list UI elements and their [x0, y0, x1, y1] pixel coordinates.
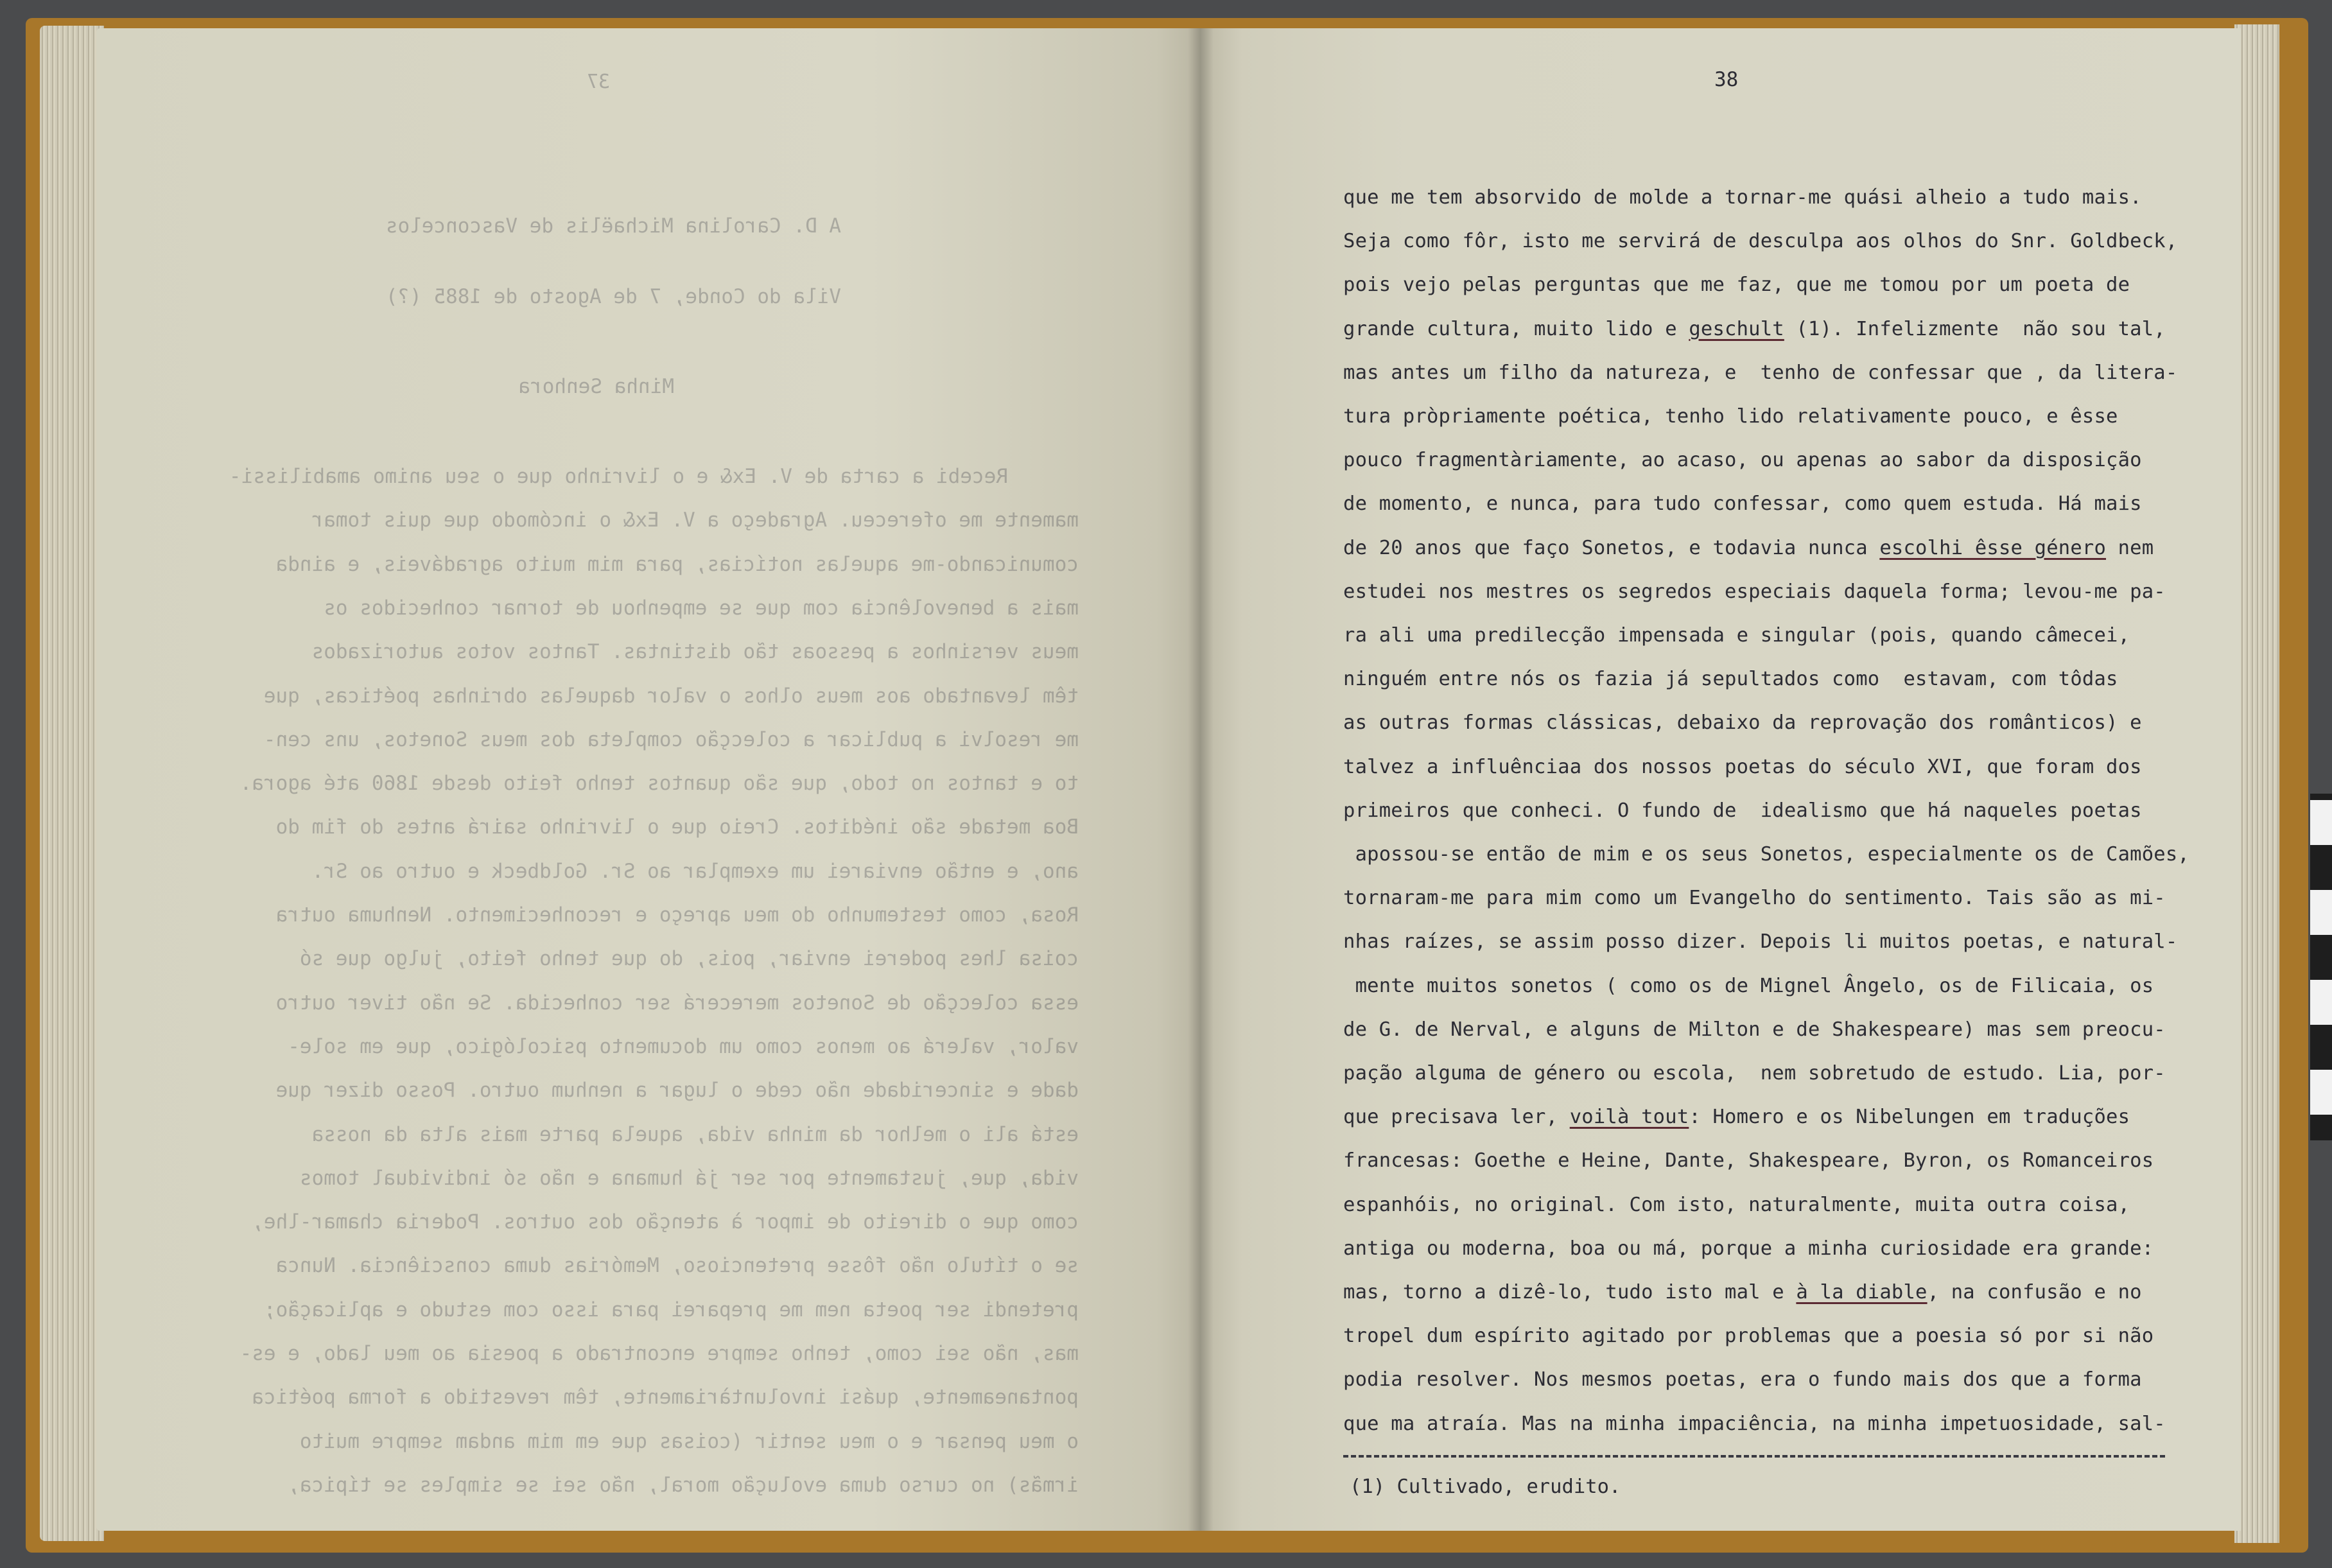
left-body-line: o meu pensar e o meu sentir (coisas que em mim andam sempre muito	[299, 1429, 1079, 1453]
left-body-line: Boa metade são inéditos. Creio que o livrinho sairá antes do fim do	[275, 815, 1079, 839]
text-line	[1343, 975, 2154, 997]
text-line	[1343, 1106, 2130, 1128]
text-line	[1343, 492, 2142, 515]
left-page-number: 37	[586, 71, 610, 93]
text-line	[1343, 843, 2189, 866]
scale-ruler	[2310, 794, 2332, 1140]
left-body-line: ano, e então enviarei um exemplar ao Sr. Goldbeck e outro ao Sr.	[311, 859, 1079, 883]
left-body-line: irmãs) no curso duma evolução moral, não sei se simples se típica,	[288, 1473, 1079, 1497]
text-segment: ninguém entre nós os fazia já sepultados como estavam, com tôdas	[1343, 668, 2118, 691]
text-segment: de G. de Nerval, e alguns de Milton e de Shakespeare) mas sem preocu-	[1343, 1018, 2166, 1041]
text-segment: : Homero e os Nibelungen em traduções	[1689, 1106, 2130, 1129]
right-page	[1201, 28, 2241, 1531]
text-line	[1343, 1149, 2154, 1172]
text-line	[1343, 449, 2142, 471]
left-heading-line: Vila do Conde, 7 de Agosto de 1885 (?)	[385, 285, 841, 308]
text-segment: nhas raízes, se assim posso dizer. Depois li muitos poetas, e natural-	[1343, 930, 2178, 954]
left-page-mirrored-text	[96, 28, 1201, 1531]
text-line	[1343, 711, 2142, 734]
left-body-line: se o título não fôsse pretencioso, Memórias duma consciência. Nunca	[275, 1254, 1079, 1278]
underlined-phrase: voilà tout	[1569, 1106, 1689, 1129]
right-page-text	[1201, 28, 2241, 1531]
text-segment: as outras formas clássicas, debaixo da reprovação dos românticos) e	[1343, 711, 2142, 735]
text-line	[1343, 887, 2166, 909]
left-body-line: Recebi a carta de V. Ex& e o livrinho que o seu animo amabilissi-	[229, 465, 1008, 488]
text-segment: de momento, e nunca, para tudo confessar, como quem estuda. Há mais	[1343, 492, 2142, 516]
text-line	[1343, 756, 2142, 778]
left-body-line: coisa lhes poderei enviar, pois, do que tenho feito, julgo que só	[299, 947, 1079, 971]
text-line	[1343, 1237, 2154, 1260]
text-line	[1343, 1062, 2166, 1085]
text-segment: que me tem absorvido de molde a tornar-me quási alheio a tudo mais.	[1343, 186, 2142, 209]
left-body-line: pretendi ser poeta nem me preparei para isso com estudo e aplicação;	[263, 1298, 1079, 1321]
text-segment: talvez a influênciaa dos nossos poetas do século XVI, que foram dos	[1343, 755, 2142, 778]
text-line	[1343, 1368, 2142, 1391]
text-segment: estudei nos mestres os segredos especiais daquela forma; levou-me pa-	[1343, 580, 2166, 603]
underlined-phrase: geschult	[1689, 317, 1784, 340]
underlined-phrase: à la diable	[1796, 1281, 1927, 1303]
right-page-number: 38	[1714, 68, 1739, 91]
text-line	[1343, 1325, 2154, 1347]
text-segment: francesas: Goethe e Heine, Dante, Shakespeare, Byron, os Romanceiros	[1343, 1149, 2154, 1172]
text-segment: espanhóis, no original. Com isto, naturalmente, muita outra coisa,	[1343, 1193, 2130, 1216]
text-segment: pois vejo pelas perguntas que me faz, que me tomou por um poeta de	[1343, 274, 2130, 297]
left-body-line: têm levantado aos meus olhos o valor daquelas obrinhas poéticas, que	[263, 684, 1079, 708]
footnote: (1) Cultivado, erudito.	[1350, 1476, 1621, 1498]
text-line	[1343, 1281, 2142, 1303]
left-body-line: me resolvi a publicar a colecção completa dos meus Sonetos, uns cen-	[263, 727, 1079, 751]
left-body-line: comunicando-me aquelas notícias, para mim muito agradáveis, e ainda	[275, 552, 1079, 576]
text-segment: tura pròpriamente poética, tenho lido relativamente pouco, e êsse	[1343, 405, 2118, 428]
left-body-line: pontaneamente, quási involuntàriamente, têm revestido a forma poética	[252, 1386, 1079, 1409]
text-segment: mas antes um filho da natureza, e tenho de confessar que , da litera-	[1343, 361, 2178, 384]
text-segment: ra ali uma predilecção impensada e singular (pois, quando câmecei,	[1343, 624, 2130, 647]
underlined-phrase: escolhi êsse género	[1879, 536, 2107, 559]
left-body-line: essa colecção de Sonetos merecerá ser conhecida. Se não tiver outro	[275, 991, 1079, 1015]
text-line	[1343, 1194, 2130, 1216]
text-segment: grande cultura, muito lido e	[1343, 317, 1689, 340]
left-body-line: to e tantos no todo, que são quantos tenho feito desde 1860 até agora.	[239, 772, 1079, 796]
left-body-line: mais a benevolência com que se empenhou de tornar conhecidos os	[324, 596, 1079, 620]
text-line	[1343, 362, 2177, 384]
book-gutter	[1188, 28, 1214, 1531]
text-line	[1343, 405, 2118, 428]
text-segment: apossou-se então de mim e os seus Sonetos, especialmente os de Camões,	[1343, 843, 2189, 866]
page-edges-left	[40, 26, 104, 1541]
text-segment: antiga ou moderna, boa ou má, porque a minha curiosidade era grande:	[1343, 1237, 2154, 1260]
left-body-line: meus versinhos a pessoas tão distintas. Tantos votos autorizados	[311, 640, 1079, 664]
text-line	[1343, 318, 2166, 340]
text-segment: primeiros que conheci. O fundo de idealismo que há naqueles poetas	[1343, 799, 2142, 822]
left-body-line: vida, que, justamente por ser já humana e não só individual tomos	[299, 1166, 1079, 1190]
text-line	[1343, 186, 2142, 209]
text-segment: podia resolver. Nos mesmos poetas, era o fundo mais dos que a forma	[1343, 1368, 2142, 1391]
text-segment: pouco fragmentàriamente, ao acaso, ou apenas ao sabor da disposição	[1343, 449, 2142, 472]
text-line	[1343, 624, 2130, 647]
text-line	[1343, 930, 2177, 953]
text-line	[1343, 274, 2130, 296]
left-body-line: Rosa, como testemunho do meu apreço e reconhecimento. Nenhuma outra	[275, 903, 1079, 927]
text-segment: mente muitos sonetos ( como os de Mignel Ângelo, os de Filicaia, os	[1343, 974, 2154, 997]
left-body-line: está ali o melhor da minha vida, aquela parte mais alta da nossa	[311, 1122, 1079, 1146]
text-segment: (1). Infelizmente não sou tal,	[1784, 317, 2166, 340]
text-segment: pação alguma de género ou escola, nem sobretudo de estudo. Lia, por-	[1343, 1062, 2166, 1085]
text-segment: mas, torno a dizê-lo, tudo isto mal e	[1343, 1281, 1797, 1303]
left-body-line: mas, não sei como, tenho sempre encontrado a poesia ao meu lado, e es-	[239, 1342, 1079, 1365]
text-segment: que precisava ler,	[1343, 1106, 1570, 1129]
left-body-line: mamente me ofereceu. Agradeço a V. Ex& o incómodo que quis tomar	[311, 509, 1079, 532]
text-line	[1343, 537, 2154, 559]
text-line	[1343, 1018, 2166, 1041]
text-line	[1343, 799, 2142, 822]
page-edges-right	[2234, 24, 2279, 1543]
left-heading-line: Minha Senhora	[518, 375, 674, 398]
left-heading-line: A D. Carolina Michaëlis de Vasconcelos	[385, 214, 841, 238]
text-segment: tropel dum espírito agitado por problemas que a poesia só por si não	[1343, 1325, 2154, 1348]
text-segment: nem	[2106, 536, 2154, 559]
left-page	[96, 28, 1201, 1531]
text-segment: , na confusão e no	[1927, 1281, 2142, 1303]
text-segment: Seja como fôr, isto me servirá de desculpa aos olhos do Snr. Goldbeck,	[1343, 230, 2178, 253]
left-body-line: valor, valerá ao menos como um documento psicológico, que em sole-	[288, 1034, 1079, 1058]
text-segment: tornaram-me para mim como um Evangelho do sentimento. Tais são as mi-	[1343, 887, 2166, 910]
footnote-rule	[1343, 1455, 2165, 1458]
text-segment: que ma atraía. Mas na minha impaciência, na minha impetuosidade, sal-	[1343, 1412, 2166, 1435]
text-segment: de 20 anos que faço Sonetos, e todavia nunca	[1343, 536, 1880, 559]
text-line	[1343, 230, 2177, 252]
text-line	[1343, 1413, 2166, 1435]
left-body-line: dade e sinceridade não cede o lugar a nenhum outro. Posso dizer que	[275, 1079, 1079, 1102]
text-line	[1343, 668, 2118, 690]
text-line	[1343, 580, 2166, 603]
left-body-line: como que o direito de impor à atenção dos outros. Poderia chamar-lhe,	[252, 1210, 1079, 1234]
